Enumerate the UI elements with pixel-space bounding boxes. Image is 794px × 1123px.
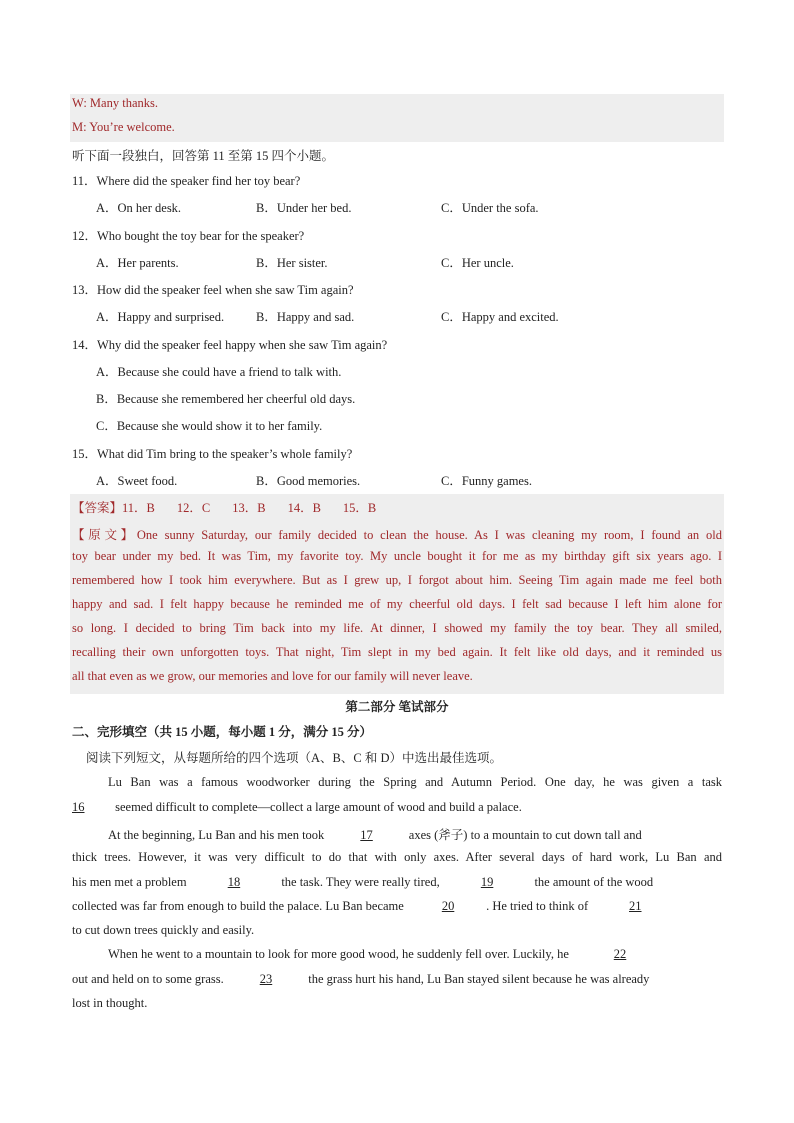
blank-16[interactable]: 16 [72, 800, 85, 814]
answer-item: 13．B [232, 501, 266, 515]
passage-line: collected was far from enough to build the palace. Lu Ban became 20 . He tried to think of 21 [72, 899, 642, 913]
answer-block [70, 494, 724, 694]
option-c: C．Because she would show it to her family. [96, 419, 323, 433]
dialog-line: M: You’re welcome. [72, 120, 175, 134]
option-c: C．Her uncle. [441, 256, 514, 270]
option-c: C．Happy and excited. [441, 310, 559, 324]
passage-line: out and held on to some grass. 23 the grass hurt his hand, Lu Ban stayed silent because he was already [72, 972, 650, 986]
passage-line: Lu Ban was a famous woodworker during the Spring and Autumn Period. One day, he was given a task [108, 775, 722, 789]
passage-line: his men met a problem 18 the task. They were really tired, 19 the amount of the wood [72, 875, 654, 889]
answer-item: 14．B [287, 501, 321, 515]
transcript-line: recalling their own unforgotten toys. That night, Tim slept in my bed again. It felt like old days, and it reminded us [72, 645, 722, 659]
option-a: A．Her parents. [96, 256, 179, 270]
option-b: B．Under her bed. [256, 201, 352, 215]
answer-line [72, 498, 722, 516]
blank-20[interactable]: 20 [441, 899, 455, 913]
answer-item: 12．C [176, 501, 211, 515]
question-stem: 13．How did the speaker feel when she saw Tim again? [72, 283, 354, 297]
passage-line: 16 seemed difficult to complete—collect a large amount of wood and build a palace. [72, 800, 522, 814]
option-c: C．Funny games. [441, 474, 532, 488]
transcript-line: 【原文】One sunny Saturday, our family decided to clean the house. As I was cleaning my room, I found an old [72, 528, 722, 542]
passage-line: to cut down trees quickly and easily. [72, 923, 255, 937]
transcript-line: happy and sad. I felt happy because he reminded me of my cheerful old days. I felt sad because I left him alone for [72, 597, 722, 611]
answer-label: 【答案】 [72, 501, 123, 515]
question-stem: 11．Where did the speaker find her toy bear? [72, 174, 301, 188]
section-heading: 二、完形填空（共 15 小题，每小题 1 分，满分 15 分） [72, 725, 373, 739]
transcript-line: toy bear under my bed. It was Tim, my favorite toy. My uncle bought it for me as my birthday gift six years ago. I [72, 549, 722, 563]
option-b: B．Her sister. [256, 256, 328, 270]
option-c: C．Under the sofa. [441, 201, 539, 215]
listening-instruction: 听下面一段独白，回答第 11 至第 15 四个小题。 [72, 149, 335, 163]
dialog-line: W: Many thanks. [72, 96, 158, 110]
option-b: B．Good memories. [256, 474, 361, 488]
transcript-line: remembered how I took him everywhere. But as I grew up, I forgot about him. Seeing Tim again made me feel both [72, 573, 722, 587]
passage-line: lost in thought. [72, 996, 148, 1010]
option-a: A．Happy and surprised. [96, 310, 225, 324]
passage-line: thick trees. However, it was very difficult to do that with only axes. After several days of hard work, Lu Ban and [72, 850, 722, 864]
answer-item: 15．B [342, 501, 377, 515]
option-b: B．Happy and sad. [256, 310, 355, 324]
transcript-line: all that even as we grow, our memories and love for our family will never leave. [72, 669, 473, 683]
passage-line: At the beginning, Lu Ban and his men took 17 axes (斧子) to a mountain to cut down tall and [108, 828, 642, 842]
transcript-line: so long. I decided to bring Tim back into my life. At dinner, I showed my family the toy bear. They all smiled, [72, 621, 722, 635]
option-a: A．Sweet food. [96, 474, 178, 488]
blank-21[interactable]: 21 [629, 899, 642, 913]
part-title: 第二部分 笔试部分 [345, 700, 449, 714]
option-a: A．Because she could have a friend to talk with. [96, 365, 342, 379]
question-stem: 14．Why did the speaker feel happy when she saw Tim again? [72, 338, 388, 352]
section-instruction: 阅读下列短文，从每题所给的四个选项（A、B、C 和 D）中选出最佳选项。 [86, 751, 502, 765]
option-a: A．On her desk. [96, 201, 182, 215]
blank-22[interactable]: 22 [613, 947, 627, 961]
transcript-label: 【原文】 [72, 528, 137, 542]
blank-19[interactable]: 19 [480, 875, 494, 889]
question-stem: 15．What did Tim bring to the speaker’s whole family? [72, 447, 353, 461]
option-b: B．Because she remembered her cheerful old days. [96, 392, 356, 406]
answer-item: 11．B [122, 501, 155, 515]
passage-line: When he went to a mountain to look for more good wood, he suddenly fell over. Luckily, he 22 [108, 947, 627, 961]
blank-17[interactable]: 17 [360, 828, 373, 842]
question-stem: 12．Who bought the toy bear for the speaker? [72, 229, 305, 243]
dialog-box [70, 94, 724, 142]
blank-23[interactable]: 23 [259, 972, 273, 986]
blank-18[interactable]: 18 [227, 875, 241, 889]
